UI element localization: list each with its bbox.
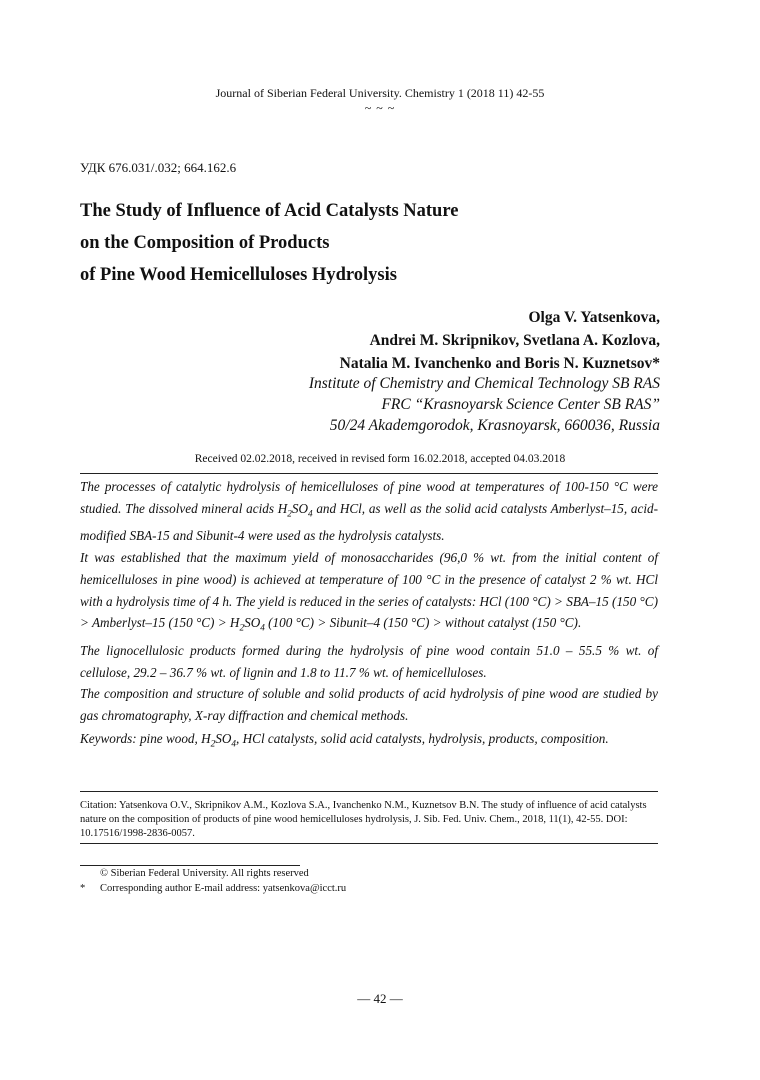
divider: [80, 473, 658, 474]
paper-title: [80, 195, 680, 291]
journal-header: Journal of Siberian Federal University. Chemistry 1 (2018 11) 42-55: [215, 86, 545, 100]
affiliation-line: Institute of Chemistry and Chemical Technology SB RAS: [308, 375, 660, 392]
page-number: — 42 —: [357, 991, 403, 1006]
divider: [80, 843, 658, 844]
divider: [80, 791, 658, 792]
title-line: The Study of Influence of Acid Catalysts Nature: [80, 201, 459, 221]
affiliation-line: FRC “Krasnoyarsk Science Center SB RAS”: [381, 396, 660, 413]
udk-code: УДК 676.031/.032; 664.162.6: [80, 160, 237, 175]
abstract-paragraph: It was established that the maximum yield of monosaccharides (96,0 % wt. from the initial content of hemicelluloses in pine wood) is achieved at temperature of 100 °C in the presence of catalyst 2 % wt. HCl with a hydrolysis time of 4 h. The yield is reduced in the series of catalysts: HCl (100 °C) > SBA–15 (150 °C) > Amberlyst–15 (150 $^\circ C) > H_2SO_4$ (100 °C) > Sibunit–4 (150 °C) > without catalyst (150 °C).: [80, 550, 658, 634]
keywords: Keywords: pine wood, $H_2SO_4$, HCl catalysts, solid acid catalysts, hydrolysis, products, composition.: [80, 731, 609, 749]
abstract-paragraph: The processes of catalytic hydrolysis of hemicelluloses of pine wood at temperatures of 100-150 °C were studied. The dissolved mineral acids $H_2SO_4$ and HCl, as well as the solid acid catalysts Amberlyst–15, acid-modified SBA-15 and Sibunit-4 were used as the hydrolysis catalysts.: [80, 479, 659, 544]
footnote-copyright: © Siberian Federal University. All rights reserved: [100, 868, 309, 879]
author-line: Olga V. Yatsenkova,: [528, 309, 660, 326]
affiliation-line: 50/24 Akademgorodok, Krasnoyarsk, 660036, Russia: [329, 417, 660, 434]
author-line: Natalia M. Ivanchenko and Boris N. Kuznetsov*: [339, 355, 660, 372]
title-line: on the Composition of Products: [80, 233, 330, 253]
abstract: [80, 476, 658, 727]
affiliation: [100, 373, 660, 436]
footnote-rule: [80, 865, 300, 866]
abstract-paragraph: The composition and structure of soluble and solid products of acid hydrolysis of pine wood are studied by gas chromatography, X-ray diffraction and chemical methods.: [80, 686, 658, 724]
title-line: of Pine Wood Hemicelluloses Hydrolysis: [80, 265, 397, 285]
author-line: Andrei M. Skripnikov, Svetlana A. Kozlova,: [369, 332, 660, 349]
footnote-corresponding: * Corresponding author E-mail address: yatsenkova@icct.ru: [80, 883, 347, 894]
received-dates: Received 02.02.2018, received in revised form 16.02.2018, accepted 04.03.2018: [194, 453, 566, 465]
header-ornament: ~ ~ ~: [364, 101, 396, 115]
citation: Citation: Yatsenkova O.V., Skripnikov A.M., Kozlova S.A., Ivanchenko N.M., Kuznetsov B.N. The study of influence of acid catalysts nature on the composition of products of pine wood hemicelluloses hydrolysis, J. Sib. Fed. Univ. Chem., 2018, 11(1), 42-55. DOI: 10.17516/1998-2836-0057.: [80, 800, 647, 839]
abstract-paragraph: The lignocellulosic products formed during the hydrolysis of pine wood contain 51.0 – 55.5 % wt. of cellulose, 29.2 – 36.7 % wt. of lignin and 1.8 to 11.7 % wt. of hemicelluloses.: [80, 642, 658, 680]
authors: [100, 306, 660, 375]
